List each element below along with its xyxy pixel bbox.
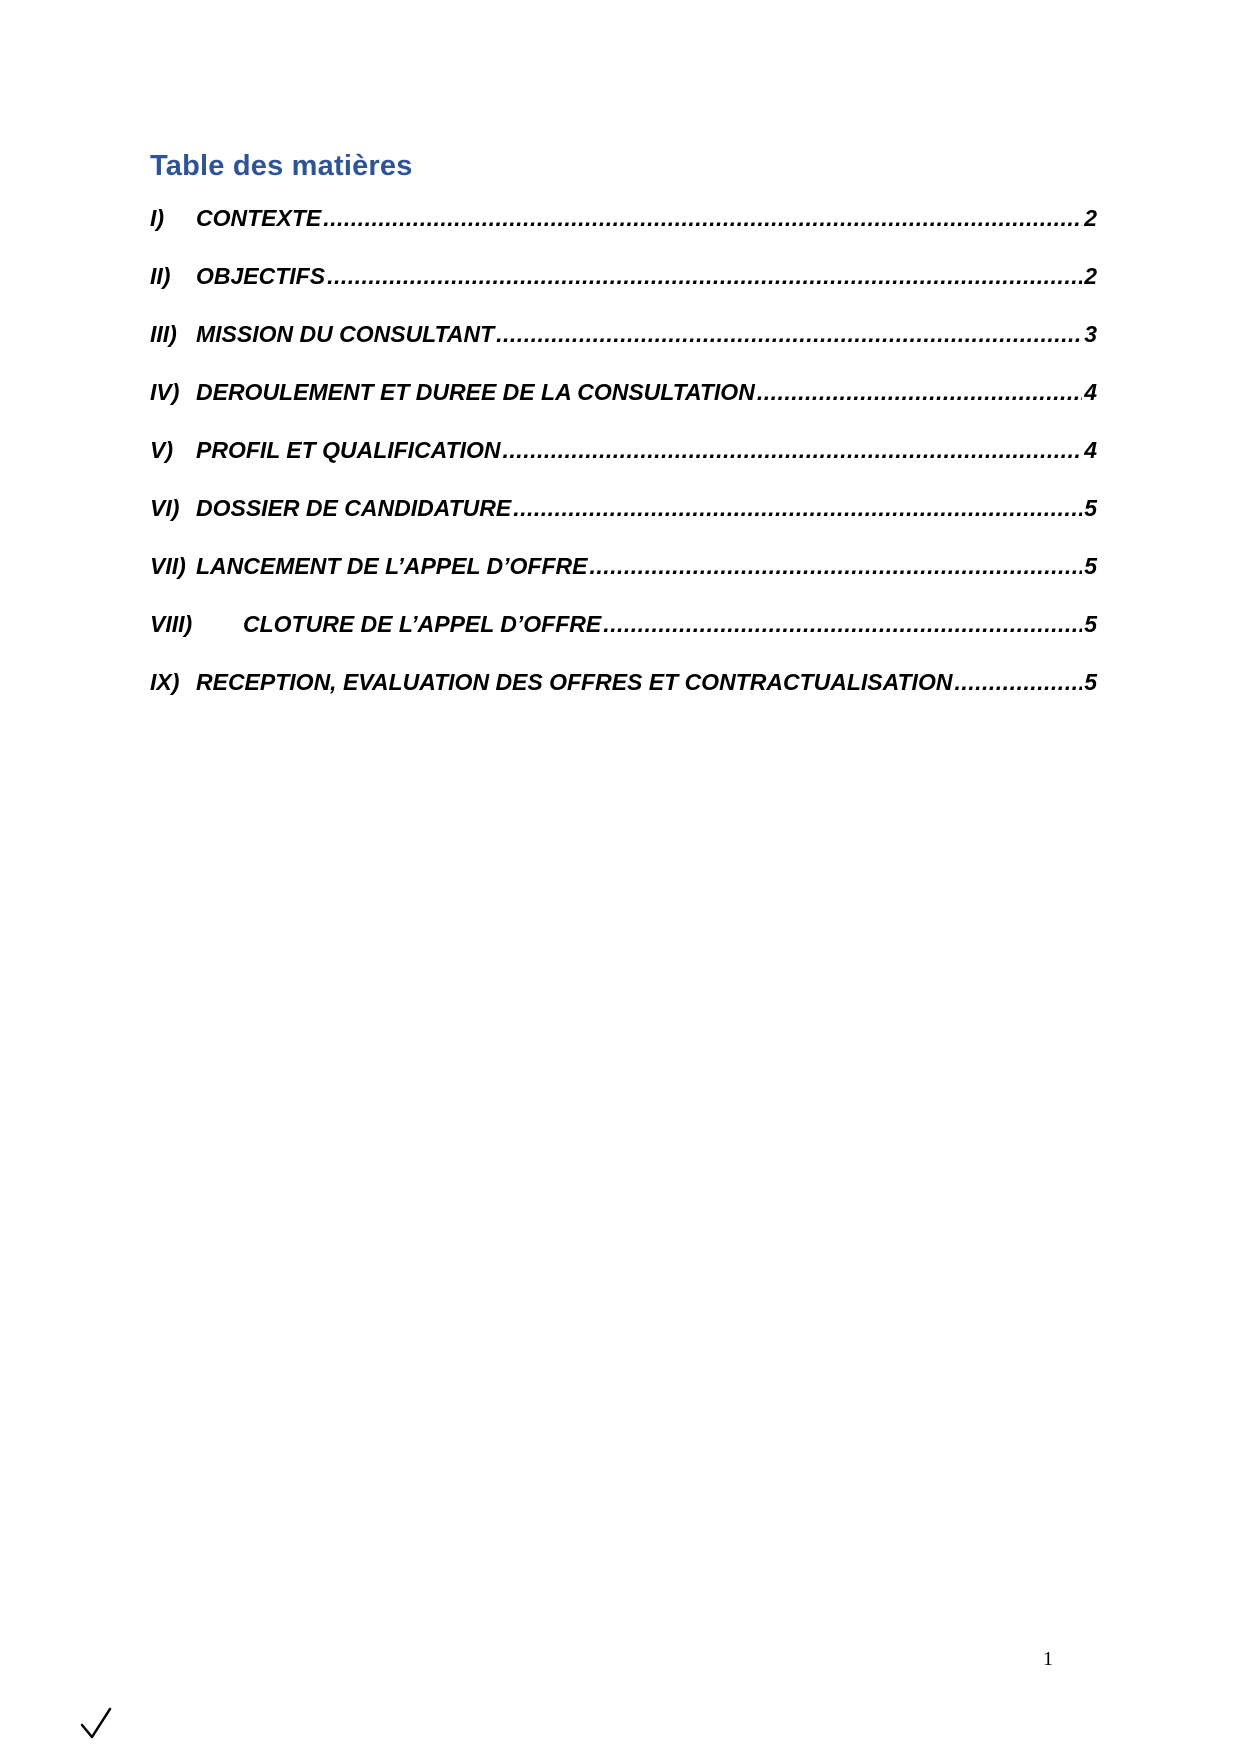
toc-entry-label: DOSSIER DE CANDIDATURE	[196, 495, 512, 521]
toc-entry-page: 5	[1084, 553, 1097, 579]
toc-entry-number: VI)	[150, 495, 180, 521]
toc-entry-lancement[interactable]	[150, 548, 1097, 606]
toc-entry-dossier[interactable]	[150, 490, 1097, 548]
toc-entry-objectifs[interactable]	[150, 258, 1097, 316]
toc-entry-page: 2	[1084, 205, 1097, 231]
toc-dot-leader	[323, 200, 1082, 236]
checkmark-icon	[80, 1705, 112, 1741]
toc-entry-page: 2	[1084, 263, 1097, 289]
table-of-contents	[150, 200, 1097, 722]
toc-dot-leader	[954, 664, 1082, 700]
toc-entry-page: 5	[1084, 669, 1097, 695]
toc-entry-label: CLOTURE DE L’APPEL D’OFFRE	[243, 611, 602, 637]
toc-dot-leader	[757, 374, 1082, 410]
toc-entry-profil[interactable]	[150, 432, 1097, 490]
toc-entry-label: PROFIL ET QUALIFICATION	[196, 437, 501, 463]
toc-entry-label: CONTEXTE	[196, 205, 322, 231]
toc-entry-page: 5	[1084, 495, 1097, 521]
toc-entry-label: DEROULEMENT ET DUREE DE LA CONSULTATION	[196, 379, 755, 405]
toc-entry-reception[interactable]	[150, 664, 1097, 722]
toc-entry-label: MISSION DU CONSULTANT	[196, 321, 495, 347]
toc-dot-leader	[603, 606, 1082, 642]
toc-entry-number: II)	[150, 263, 171, 289]
toc-entry-page: 3	[1084, 321, 1097, 347]
toc-entry-mission[interactable]	[150, 316, 1097, 374]
toc-dot-leader	[496, 316, 1082, 352]
toc-entry-number: I)	[150, 205, 165, 231]
toc-entry-label: LANCEMENT DE L’APPEL D’OFFRE	[196, 553, 588, 579]
toc-entry-number: VII)	[150, 553, 186, 579]
toc-entry-page: 4	[1084, 437, 1097, 463]
toc-entry-label: RECEPTION, EVALUATION DES OFFRES ET CONTRACTUALISATION	[196, 669, 953, 695]
toc-dot-leader	[327, 258, 1082, 294]
toc-entry-number: VIII)	[150, 611, 193, 637]
page-number: 1	[1043, 1648, 1053, 1670]
toc-entry-label: OBJECTIFS	[196, 263, 326, 289]
toc-entry-cloture[interactable]	[150, 606, 1097, 664]
toc-entry-number: IX)	[150, 669, 180, 695]
toc-dot-leader	[513, 490, 1082, 526]
toc-entry-page: 5	[1084, 611, 1097, 637]
toc-dot-leader	[589, 548, 1082, 584]
toc-entry-number: IV)	[150, 379, 180, 405]
toc-entry-number: V)	[150, 437, 173, 463]
toc-entry-deroulement[interactable]	[150, 374, 1097, 432]
toc-dot-leader	[503, 432, 1083, 468]
toc-entry-contexte[interactable]	[150, 200, 1097, 258]
toc-entry-number: III)	[150, 321, 177, 347]
toc-entry-page: 4	[1084, 379, 1097, 405]
toc-title: Table des matières	[150, 150, 413, 182]
